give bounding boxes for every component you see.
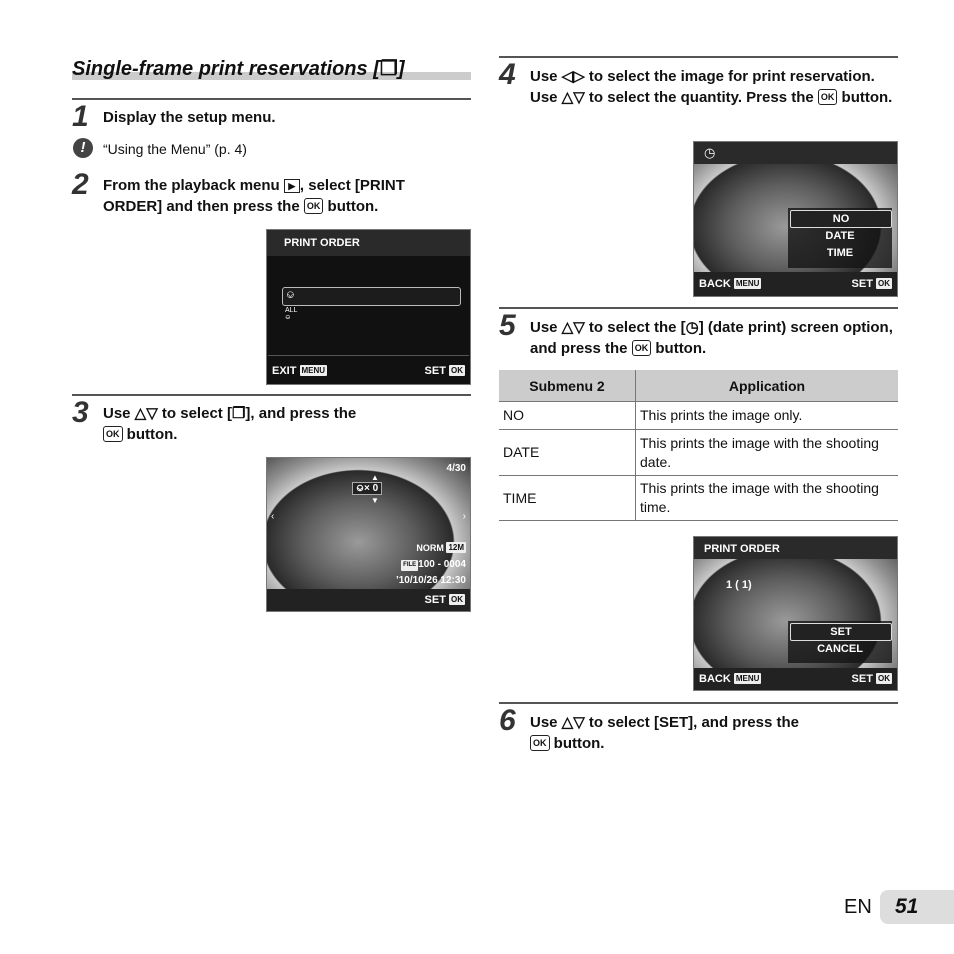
back-label: BACK MENU [699,673,760,685]
option-cancel[interactable]: CANCEL [817,643,863,655]
divider [72,98,471,100]
left-arrow-icon[interactable]: ‹ [271,511,275,522]
table-cell: TIME [499,476,636,521]
ok-button-icon: OK [103,426,123,442]
step-number: 2 [72,168,89,201]
step-number: 5 [499,309,516,342]
table-cell: This prints the image only. [636,402,899,430]
shooting-date: ’10/10/26 12:30 [395,575,466,586]
menu-item-single-print[interactable] [282,287,461,306]
file-number: FILE 100 - 0004 [403,559,466,570]
step-text: Use △▽ to select [❐], and press the OK button. [103,405,357,443]
table-cell: This prints the image with the shooting time. [636,476,899,521]
menu-item-all-print[interactable]: ALL ⎉ [285,307,298,321]
divider [499,56,898,58]
up-arrow-icon: ▲ [371,473,379,482]
table-header: Submenu 2 [499,370,636,402]
quantity-box: ⎉× 0 [352,482,382,495]
ok-button-icon: OK [632,340,652,356]
clock-icon: ◷ [704,145,716,160]
set-label: SET OK [851,278,890,290]
playback-icon: ▶ [284,179,300,193]
option-date[interactable]: DATE [825,230,855,242]
note-text: “Using the Menu” (p. 4) [103,141,247,157]
image-count: 4/30 [446,463,466,474]
step-text: Use △▽ to select the [◷] (date print) screen option, and press the OK button. [530,319,893,357]
screen-header: PRINT ORDER [704,543,780,555]
caution-icon: ! [73,138,93,158]
right-arrow-icon[interactable]: › [462,511,466,522]
ok-button-icon: OK [304,198,324,214]
table-row [499,476,898,521]
page-number: 51 [895,895,919,918]
step-number: 6 [499,704,516,737]
step-text: Display the setup menu. [103,109,276,126]
table-header: Application [636,370,899,402]
print-icon: ⎉ [286,289,295,301]
option-set[interactable]: SET [790,623,892,641]
set-label: SET OK [851,673,890,685]
divider [499,702,898,704]
set-label: SET OK [424,594,463,606]
option-no[interactable]: NO [790,210,892,228]
ok-button-icon: OK [530,735,550,751]
step-text: Use ◁▷ to select the image for print reservation. Use △▽ to select the quantity. Press the OK button. [530,68,893,106]
table-cell: This prints the image with the shooting date. [636,430,899,476]
quality-size: NORM 12M [416,543,464,553]
step-number: 4 [499,58,516,91]
camera-screen-playback [266,457,471,612]
step-text: From the playback menu ▶ , select [PRINT ORDER] and then press the OK button. [103,177,405,215]
ok-button-icon: OK [818,89,838,105]
page-title: Single-frame print reservations [❐] [72,58,405,80]
divider [499,307,898,309]
submenu-table [499,370,898,521]
camera-screen-date-print [693,141,898,297]
camera-screen-confirm [693,536,898,691]
clock-icon: ◷ [685,319,699,336]
option-time[interactable]: TIME [826,247,854,259]
print-quantity: 1 ( 1) [726,579,752,591]
set-label: SET OK [424,365,463,377]
table-row [499,430,898,476]
table-cell: NO [499,402,636,430]
language-label: EN [844,896,872,918]
screen-header: PRINT ORDER [284,237,360,249]
table-cell: DATE [499,430,636,476]
divider [72,394,471,396]
table-row [499,402,898,430]
camera-screen-print-order [266,229,471,385]
step-number: 3 [72,396,89,429]
print-icon: ❐ [231,405,246,422]
back-label: BACK MENU [699,278,760,290]
step-text: Use △▽ to select [SET], and press the OK button. [530,714,799,752]
step-number: 1 [72,100,89,133]
exit-label: EXIT MENU [272,365,326,377]
print-icon: ❐ [379,58,398,80]
down-arrow-icon: ▼ [371,496,379,505]
